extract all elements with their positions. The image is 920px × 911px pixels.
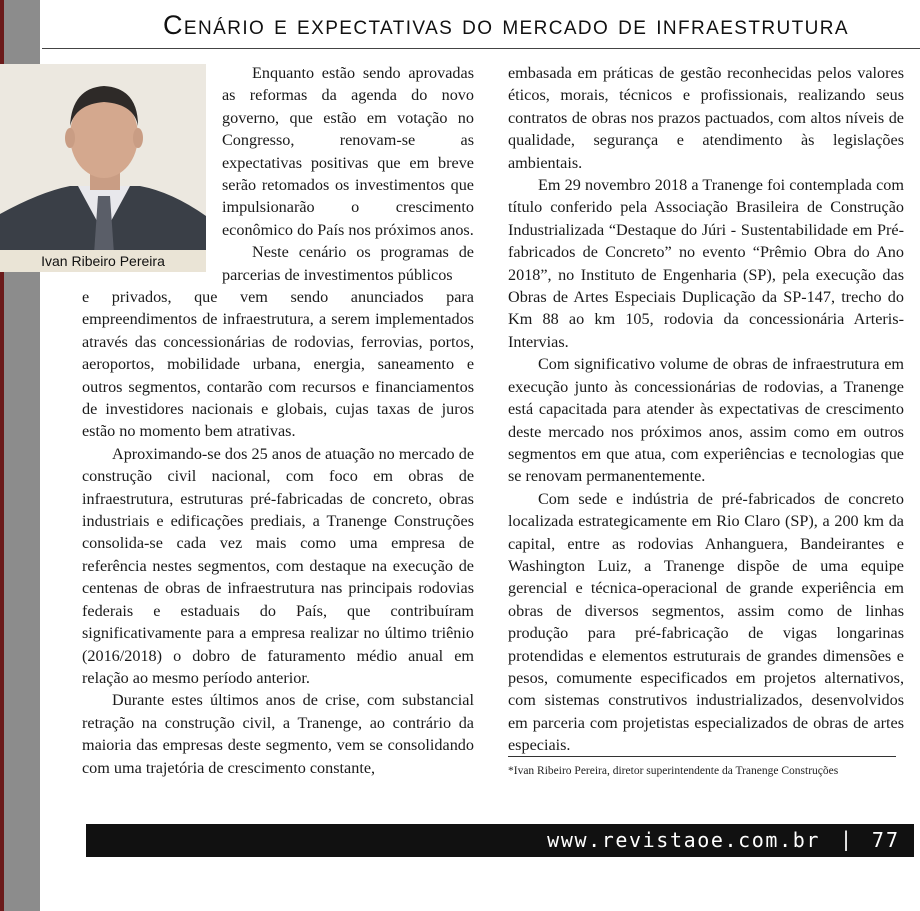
author-photo [0,64,206,272]
website-link[interactable]: www.revistaoe.com.br [547,828,820,852]
paragraph: Em 29 novembro 2018 a Tranenge foi contemplada com título conferido pela Associação Brasileira de Construção Industrializada “Destaque do Júri - Sustentabilidade em Pré-fabricados de Concreto” no evento “Prêmio Obra do Ano 2018”, no Instituto de Engenharia (SP), pela execução das Obras de Artes Especiais Duplicação da SP-147, trecho do Km 88 ao km 105, rodovia da concessionária Arteris-Intervias. [508,176,904,351]
page-footer [86,824,914,857]
title-divider [42,48,920,49]
footer-separator: | [839,827,852,851]
paragraph: Com sede e indústria de pré-fabricados de concreto localizada estrategicamente em Rio Claro (SP), a 200 km da capital, entre as rodovias Anhanguera, Bandeirantes e Washington Luiz, a Tranenge dispõe de uma equipe gerencial e técnica-operacional de grande experiência em obras de diversos segmentos, assim como de linhas produção para pré-fabricação de vigas longarinas protendidas e elementos estruturais de grandes dimensões e pesos, comumente especificados em projetos alternativos, com sistemas construtivos industrializados, desenvolvidos em parceria com projetistas especializados de obras de artes especiais. [508,489,904,755]
article-column-left-bottom [82,286,474,779]
paragraph: Enquanto estão sendo aprovadas as reformas da agenda do novo governo, que estão em votação no Congresso, renovam-se as expectativas positivas que em breve serão retomados os investimentos que impulsionarão o crescimento econômico do País nos próximos anos. [222,64,474,239]
footnote-divider [508,756,896,757]
page-number: 77 [871,828,900,852]
page-title: Cenário e expectativas do mercado de infraestrutura [163,10,849,40]
article-column-right [508,62,904,757]
photo-caption: Ivan Ribeiro Pereira [0,250,206,272]
portrait-illustration [0,64,206,272]
paragraph: Durante estes últimos anos de crise, com substancial retração na construção civil, a Tranenge, ao contrário da maioria das empresas deste segmento, vem se consolidando com uma trajetória de crescimento constante, [82,691,474,777]
paragraph: Neste cenário os programas de parcerias de investimentos públicos [222,243,474,284]
paragraph: e privados, que vem sendo anunciados para empreendimentos de infraestrutura, a serem implementados através das concessionárias de rodovias, ferrovias, portos, aeroportos, mobilidade urbana, energia, saneamento e outros segmentos, contarão com recursos e financiamentos de investidores nacionais e globais, cujas taxas de juros estão no momento bem atrativas. [82,288,474,441]
paragraph: embasada em práticas de gestão reconhecidas pelos valores éticos, morais, técnicos e profissionais, realizando seus contratos de obras nos prazos pactuados, com altos níveis de qualidade, segurança e atendimento às legislações ambientais. [508,64,904,172]
article-column-left-top [222,62,474,286]
paragraph: Aproximando-se dos 25 anos de atuação no mercado de construção civil nacional, com foco em obras de infraestrutura, estruturas pré-fabricadas de concreto, obras industriais e edificações prediais, a Tranenge Construções consolida-se cada vez mais como uma empresa de referência nestes segmentos, com destaque na execução de centenas de obras de infraestrutura nas principais rodovias federais e estaduais do País, que contribuíram significativamente para a empresa realizar no último triênio (2016/2018) o dobro de faturamento médio anual em relação ao mesmo período anterior. [82,444,474,687]
paragraph: Com significativo volume de obras de infraestrutura em execução junto às concessionárias de rodovias, a Tranenge está capacitada para atender às expectativas de crescimento deste mercado nos próximos anos, assim como em outros segmentos em que atua, com experiências e tecnologias que se renovam permanentemente. [508,355,904,486]
author-footnote: *Ivan Ribeiro Pereira, diretor superintendente da Tranenge Construções [508,765,839,777]
